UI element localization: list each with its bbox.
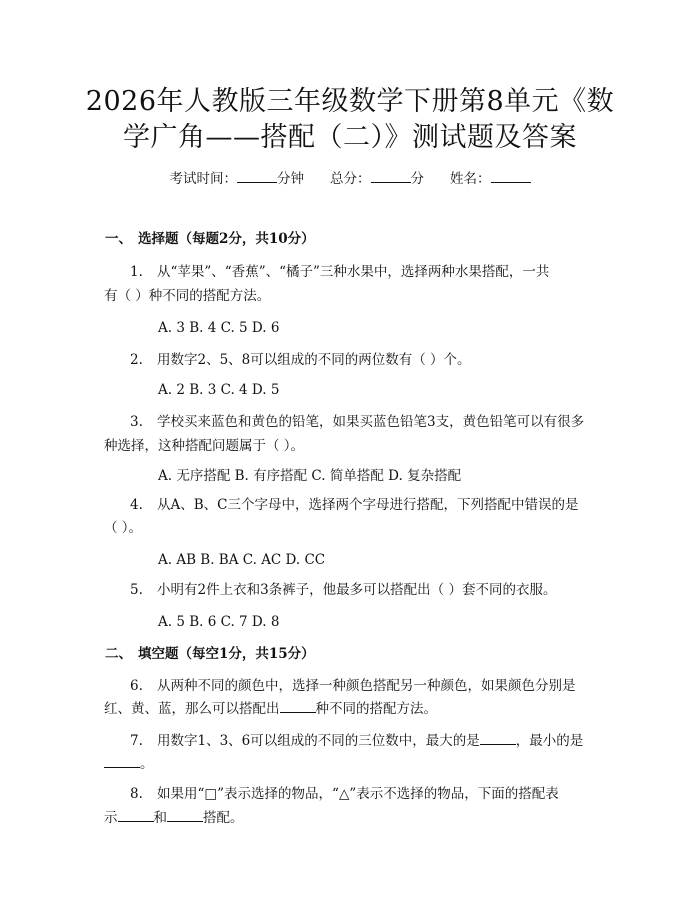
question-1: [104, 262, 549, 282]
question-number: 3.: [130, 414, 143, 430]
question-text: 用数字1、3、6可以组成的不同的三位数中，最大的是: [157, 733, 480, 749]
question-text: 学校买来蓝色和黄色的铅笔，如果买蓝色铅笔3支，黄色铅笔可以有很多: [157, 414, 585, 430]
question-text: 用数字2、5、8可以组成的不同的两位数有（ ）个。: [157, 352, 471, 368]
question-4-cont: （ ）。: [104, 520, 143, 536]
question-3-cont: 种选择，这种搭配问题属于（ ）。: [104, 438, 305, 454]
question-number: 7.: [130, 733, 143, 749]
section-title: 选择题（每题2分，共10分）: [138, 231, 315, 247]
answer-blank: [104, 753, 140, 768]
question-5: [104, 580, 556, 600]
page-title-line-1: 2026年人教版三年级数学下册第8单元《数: [85, 86, 615, 117]
question-3-options: A. 无序搭配 B. 有序搭配 C. 简单搭配 D. 复杂搭配: [158, 468, 462, 484]
section-number: 一、: [105, 231, 132, 247]
question-text: 。: [140, 756, 154, 772]
question-5-options: A. 5 B. 6 C. 7 D. 8: [158, 614, 280, 630]
question-2-options: A. 2 B. 3 C. 4 D. 5: [158, 382, 280, 398]
question-text: 小明有2件上衣和3条裤子，他最多可以搭配出（ ）套不同的衣服。: [157, 582, 557, 598]
question-text: 搭配。: [203, 810, 244, 826]
section-number: 二、: [105, 646, 132, 662]
question-text: ，最小的是: [515, 733, 584, 749]
question-text: 种不同的搭配方法。: [315, 701, 437, 717]
question-6: [104, 676, 576, 696]
question-2: [104, 350, 471, 370]
question-6-cont: [104, 698, 437, 719]
question-1-options: A. 3 B. 4 C. 5 D. 6: [158, 320, 280, 336]
question-3: [104, 412, 584, 432]
question-text: 从两种不同的颜色中，选择一种颜色搭配另一种颜色，如果颜色分别是: [157, 678, 576, 694]
answer-blank: [118, 807, 154, 822]
question-number: 1.: [130, 264, 143, 280]
time-label: 考试时间：: [169, 171, 237, 187]
answer-blank: [280, 698, 316, 713]
question-7: [104, 730, 583, 751]
question-text: 和: [153, 810, 167, 826]
answer-blank: [167, 807, 203, 822]
score-label: 总分：: [330, 171, 371, 187]
section-heading-fill: [105, 644, 315, 664]
section-title: 填空题（每空1分，共15分）: [138, 646, 315, 662]
question-1-cont: 有（ ）种不同的搭配方法。: [104, 288, 271, 304]
question-number: 8.: [130, 786, 143, 802]
question-number: 4.: [130, 497, 143, 513]
question-text: 示: [104, 810, 118, 826]
question-number: 2.: [130, 352, 143, 368]
exam-meta: [0, 168, 700, 189]
question-text: 从A、B、C三个字母中，选择两个字母进行搭配，下列搭配中错误的是: [157, 497, 579, 513]
question-7-cont: [104, 753, 154, 774]
section-heading-choice: [105, 229, 315, 249]
question-text: 从“苹果”、“香蕉”、“橘子”三种水果中，选择两种水果搭配，一共: [157, 264, 550, 280]
question-8: [104, 784, 559, 804]
question-text: 如果用“□”表示选择的物品，“△”表示不选择的物品，下面的搭配表: [157, 786, 559, 802]
score-unit: 分: [410, 171, 424, 187]
question-4: [104, 495, 579, 515]
question-text: 红、黄、蓝，那么可以搭配出: [104, 701, 280, 717]
question-number: 5.: [130, 582, 143, 598]
time-blank: [237, 168, 277, 183]
answer-blank: [480, 730, 516, 745]
question-4-options: A. AB B. BA C. AC D. CC: [158, 552, 326, 568]
page-title-line-2: 学广角——搭配（二）》测试题及答案: [123, 122, 577, 153]
name-blank: [491, 168, 531, 183]
question-8-cont: [104, 807, 244, 828]
score-blank: [371, 168, 411, 183]
name-label: 姓名：: [450, 171, 491, 187]
question-number: 6.: [130, 678, 143, 694]
time-unit: 分钟: [277, 171, 304, 187]
